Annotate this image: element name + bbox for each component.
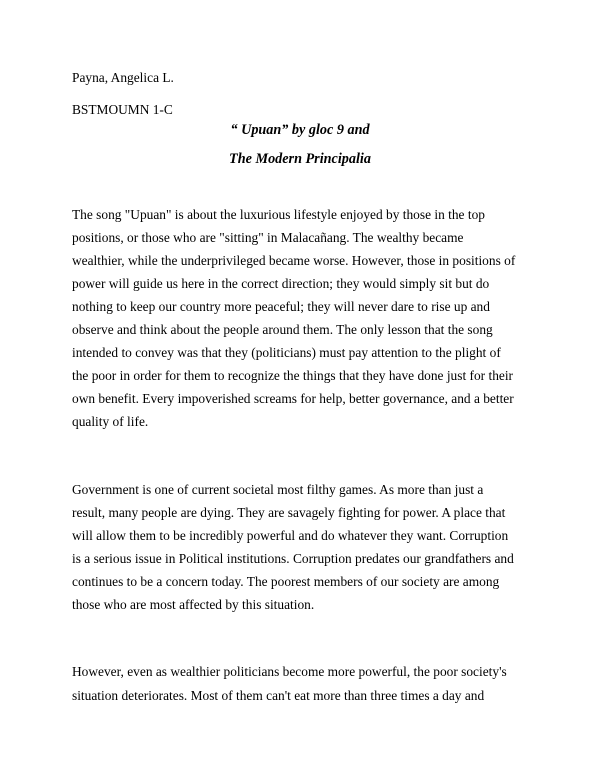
paragraph-line: own benefit. Every impoverished screams for help, better governance, and a better xyxy=(72,391,514,406)
paragraph-line: Government is one of current societal most filthy games. As more than just a xyxy=(72,482,484,497)
paragraph-line: The song "Upuan" is about the luxurious lifestyle enjoyed by those in the top xyxy=(72,207,485,222)
paragraph-line: those who are most affected by this situation. xyxy=(72,597,315,612)
paragraph-line: power will guide us here in the correct direction; they would simply sit but do xyxy=(72,276,490,291)
essay-title-line-2: The Modern Principalia xyxy=(229,151,371,167)
paragraph-line: continues to be a concern today. The poorest members of our society are among xyxy=(72,574,500,589)
paragraph-line: observe and think about the people around them. The only lesson that the song xyxy=(72,322,493,337)
paragraph-line: quality of life. xyxy=(72,414,149,429)
paragraph-line: wealthier, while the underprivileged became worse. However, those in positions of xyxy=(72,253,516,268)
paragraph-line: is a serious issue in Political institutions. Corruption predates our grandfathers and xyxy=(72,551,514,566)
paragraph-line: the poor in order for them to recognize the things that they have done just for their xyxy=(72,368,514,383)
paragraph-line: However, even as wealthier politicians become more powerful, the poor society's xyxy=(72,664,507,679)
paragraph-line: result, many people are dying. They are savagely fighting for power. A place that xyxy=(72,505,506,520)
course-section: BSTMOUMN 1-C xyxy=(72,102,173,117)
paragraph-line: nothing to keep our country more peaceful; they will never dare to rise up and xyxy=(72,299,490,314)
essay-title-line-1: “ Upuan” by gloc 9 and xyxy=(230,122,370,138)
paragraph-line: will allow them to be incredibly powerful and do whatever they want. Corruption xyxy=(72,528,509,543)
paragraph-line: positions, or those who are "sitting" in Malacañang. The wealthy became xyxy=(72,230,464,245)
paragraph-line: intended to convey was that they (politicians) must pay attention to the plight of xyxy=(72,345,501,360)
paragraph-line: situation deteriorates. Most of them can't eat more than three times a day and xyxy=(72,688,485,703)
author-name: Payna, Angelica L. xyxy=(72,70,174,85)
